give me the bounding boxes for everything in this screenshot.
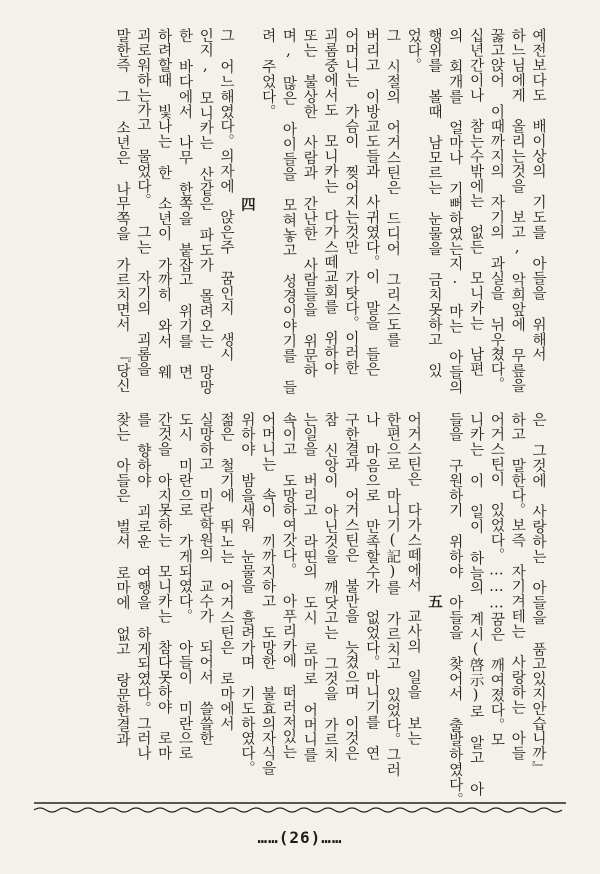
text-column: 었다。 [405, 28, 422, 73]
text-column: 어거스틴은 다가스떼에서 교사의 일을 보는 [405, 412, 422, 746]
text-column: 버리고 이방교도들과 사귀였다。이 말을 들은 [363, 28, 380, 377]
text-column: 하고 말한다。보즉 자기겨테는 사랑하는 아들 [509, 412, 526, 761]
text-column: 한 바다에서 나무 한쪽을 붙잡고 위기를 면 [176, 28, 193, 380]
text-column: 그 어느해였다。의자에 앉은주 꿈인지 생시 [218, 28, 235, 362]
text-column: 들을 구원하기 위하야 아들을 찾어서 출발하였다。 [446, 412, 463, 807]
text-column: 며, 많은 아이들을 모혀놓고 성경이야기를 들 [280, 28, 297, 395]
text-column: 그 시절의 어거스틴은 드디어 그리스도를 [384, 28, 401, 347]
text-column: 행위를 볼때 남모르는 눈물을 금치못하고 있 [426, 28, 443, 379]
section-heading-4: 四 [238, 196, 256, 212]
text-column: 말한즉 그 소년은 나무쪽을 가르치면서 『당신 [114, 28, 131, 394]
text-column: 인지, 모니카는 산같은 파도가 몰려오는 망망 [197, 28, 214, 395]
section-heading-5: 五 [426, 593, 444, 609]
text-column: 어머니는 가슴이 찢어지는것만 가탓다。이러한 [342, 28, 359, 376]
text-column: 괴로워하는가고 물었다。 그는 자기의 괴롬을 [134, 28, 151, 377]
text-column: 꿇고앉어 이때까지의 자기의 과실을 뉘우쳤다。 [488, 28, 505, 392]
text-column: 괴롬중에서도 모니카는 다가스떼교회를 위하야 [322, 28, 339, 376]
text-column: 위하야 밤을새워 눈물을 흘려가며 기도하였다。 [238, 412, 255, 776]
text-column: 도시 미란으로 가게되였다。 아들이 미란으로 [176, 412, 193, 761]
text-column: 하느님에게 올리는것을 보고, 악희앞에 무릎을 [509, 28, 526, 394]
upper-text-block [36, 28, 548, 395]
text-column: 구한결과 어거스틴은 불만을 늣겼으며 이것은 [342, 412, 359, 761]
text-column: 나 마음으로 만족할수가 없었다。마니기를 연 [363, 412, 380, 761]
text-column: 참 신앙이 아닌것을 깨닷고는 그것을 가르치 [322, 412, 339, 763]
text-column: 려 주었다。 [259, 28, 276, 119]
text-column: 어머니는 속이 끼까지하고 도망한 불효의자식을 [259, 412, 276, 776]
text-column: 젊은 철기에 뛰노는 어거스틴은 로마에서 [218, 412, 235, 731]
text-column: 어거스틴이 있었다。………꿈은 깨여졌다。모 [488, 412, 505, 748]
text-column: 니카는 이 일이 하늘의 계시(啓示)로 알고 아 [467, 412, 484, 797]
text-column: 예전보다도 배이상의 기도를 아들을 위해서 [530, 28, 546, 362]
text-column: 간것을 아지못하는 모니카는 참다못하야 로마 [155, 412, 172, 761]
text-column: 는일을 버리고 라띤의 도시 로마로 어머니를 [301, 412, 318, 763]
text-column: 의 회개를 얼마나 기뻐하였는지. 마는 아들의 [446, 28, 463, 395]
text-column: 은 그것에 사랑하는 아들을 품고있지안습니까』 [530, 412, 546, 776]
text-column: 실망하고 미란학원의 교수가 되어서 쓸쓸한 [197, 412, 214, 746]
text-column: 십년간이나 참는수밖에는 없든 모니카는 남편 [467, 28, 484, 377]
lower-text-block [36, 412, 548, 807]
decorative-border-rule [34, 800, 566, 814]
text-column: 또는 불상한 사람과 간난한 사람들을 위문하 [301, 28, 318, 379]
page-number: ……(26)…… [257, 828, 343, 847]
text-column: 속이고 도망하여갓다。 아푸리카에 떠러저있는 [280, 412, 297, 760]
text-column: 찾는 아들은 벌서 로마에 없고 랑문한결과 [114, 412, 131, 748]
text-column: 한편으로 마니기(記)를 가르치고 있었다。그러 [384, 412, 401, 778]
text-column: 를 향하야 괴로운 여행을 하게되였다。그러나 [134, 412, 151, 761]
text-column: 하려할때 빛나는 한 소년이 가까히 와서 웨 [155, 28, 172, 380]
